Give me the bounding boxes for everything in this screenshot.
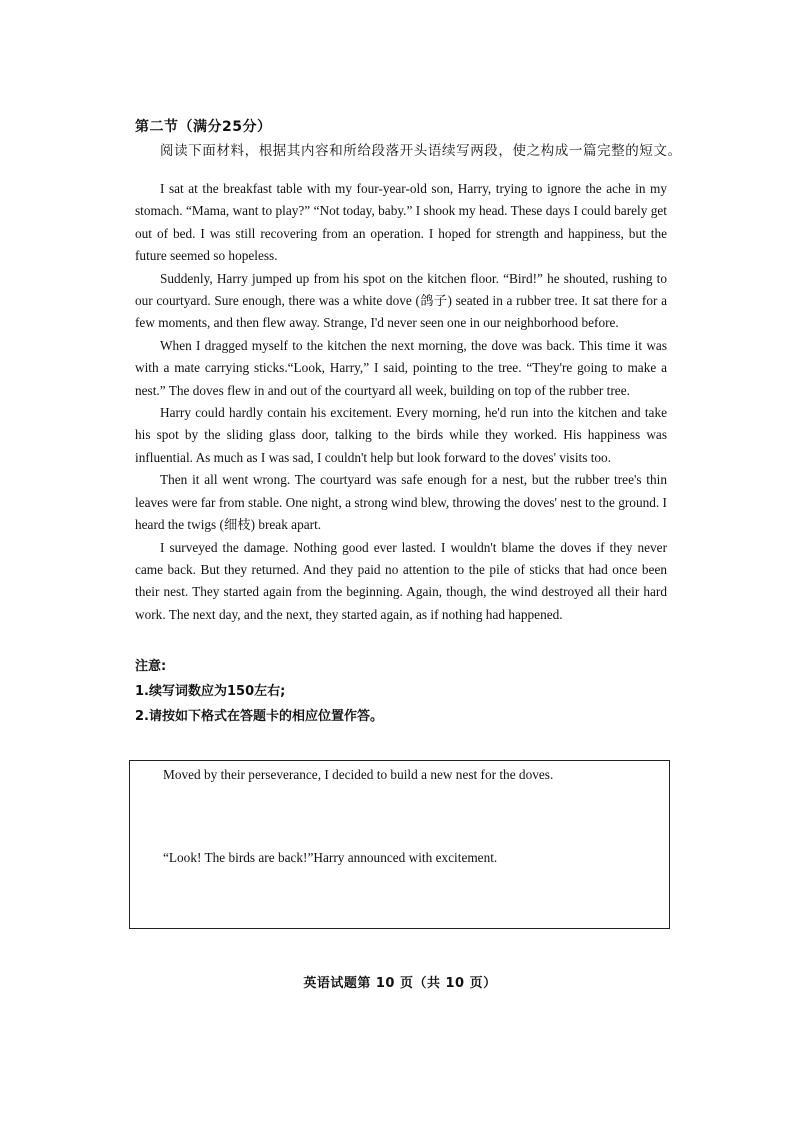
passage-paragraph: I surveyed the damage. Nothing good ever lasted. I wouldn't blame the doves if they never came back. But they returned. And they paid no attention to the pile of sticks that had once been their nest. They started again from the beginning. Again, though, the wind destroyed all their hard work. The next day, and the next, they started again, as if nothing had happened. [135,539,667,622]
reading-passage [135,178,667,626]
notes-section [135,654,383,729]
paragraph-opening-2: “Look! The birds are back!”Harry announced with excitement. [163,850,498,865]
notes-item: 2.请按如下格式在答题卡的相应位置作答。 [135,709,383,724]
passage-paragraph: Suddenly, Harry jumped up from his spot on the kitchen floor. “Bird!” he shouted, rushing to our courtyard. Sure enough, there was a white dove (鸽子) seated in a rubber tree. It sat there for a few moments, and then flew away. Strange, I'd never seen one in our neighborhood before. [135,270,667,331]
notes-item: 1.续写词数应为150左右; [135,684,286,699]
answer-box [129,760,670,929]
passage-paragraph: Harry could hardly contain his excitement. Every morning, he'd run into the kitchen and take his spot by the sliding glass door, talking to the birds while they worked. His happiness was influential. As much as I was sad, I couldn't help but look forward to the doves' visits too. [135,405,667,465]
passage-paragraph: When I dragged myself to the kitchen the next morning, the dove was back. This time it was with a mate carrying sticks.“Look, Harry,” I said, pointing to the tree. “They're going to make a nest.” The doves flew in and out of the courtyard all week, building on top of the rubber tree. [135,337,667,398]
page-footer: 英语试题第 10 页（共 10 页） [303,976,497,991]
paragraph-opening-1: Moved by their perseverance, I decided to build a new nest for the doves. [163,767,554,782]
passage-paragraph: I sat at the breakfast table with my four-year-old son, Harry, trying to ignore the ache in my stomach. “Mama, want to play?” “Not today, baby.” I shook my head. These days I could barely get out of bed. I was still recovering from an operation. I hoped for strength and happiness, but the future seemed so hopeless. [135,181,667,264]
passage-paragraph: Then it all went wrong. The courtyard was safe enough for a nest, but the rubber tree's thin leaves were far from stable. One night, a strong wind blew, throwing the doves' nest to the ground. I heard the twigs (细枝) break apart. [135,472,667,533]
instruction-text: 阅读下面材料，根据其内容和所给段落开头语续写两段，使之构成一篇完整的短文。 [160,143,682,159]
notes-heading: 注意: [135,659,167,674]
section-title: 第二节（满分25分） [135,119,272,135]
